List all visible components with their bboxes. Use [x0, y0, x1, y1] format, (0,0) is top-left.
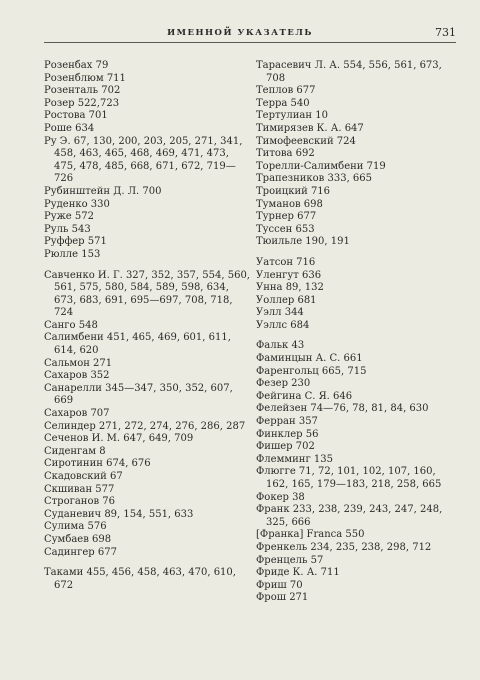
index-entry: Флемминг 135 [256, 453, 333, 465]
letter-group-gap [256, 249, 452, 257]
index-entry: Роше 634 [44, 122, 95, 134]
index-entry: Фриде К. А. 711 [256, 567, 340, 579]
index-entry: Ростова 701 [44, 110, 108, 122]
index-entry: Теплов 677 [256, 85, 316, 97]
index-entry: Рюлле 153 [44, 248, 101, 260]
index-entry: Сальмон 271 [44, 357, 113, 369]
index-entry: Сахаров 352 [44, 370, 110, 382]
index-entry: Розенталь 702 [44, 85, 121, 97]
header-rule [44, 42, 456, 43]
page-header [0, 18, 480, 44]
index-entry: Руденко 330 [44, 198, 110, 210]
index-column-right [256, 60, 452, 605]
index-entry: Уатсон 716 [256, 256, 316, 268]
index-entry: Тертулиан 10 [256, 110, 328, 122]
index-entry: Салимбени 451, 465, 469, 601, 611, 614, 620 [44, 332, 231, 357]
index-entry: Уоллер 681 [256, 294, 317, 306]
index-entry: Селиндер 271, 272, 274, 276, 286, 287 [44, 420, 246, 432]
index-entry: Скшиван 577 [44, 483, 115, 495]
index-entry: Суданевич 89, 154, 551, 633 [44, 508, 194, 520]
index-entry: Уэллс 684 [256, 319, 310, 331]
index-entry: Фаренгольц 665, 715 [256, 365, 367, 377]
index-entry: Трапезников 333, 665 [256, 173, 373, 185]
index-entry: Троицкий 716 [256, 185, 331, 197]
index-entry: Санарелли 345—347, 350, 352, 607, 669 [44, 382, 233, 407]
index-entry: Санго 548 [44, 319, 98, 331]
index-column-left [44, 60, 250, 592]
index-entry: Франк 233, 238, 239, 243, 247, 248, 325, 666 [256, 504, 443, 528]
index-entry: Руффер 571 [44, 236, 107, 248]
running-title: ИМЕННОЙ УКАЗАТЕЛЬ [167, 28, 313, 38]
index-entry: Розенбах 79 [44, 60, 109, 71]
index-entry: Терра 540 [256, 97, 310, 109]
index-entry: Розенблюм 711 [44, 72, 126, 84]
index-entry: Ферран 357 [256, 416, 318, 428]
index-entry: Тимирязев К. А. 647 [256, 122, 364, 134]
index-entry: Сахаров 707 [44, 408, 110, 420]
index-entry: Титова 692 [256, 148, 315, 160]
index-entry: Таками 455, 456, 458, 463, 470, 610, 672 [44, 567, 236, 591]
index-entry: Ру Э. 67, 130, 200, 203, 205, 271, 341, 458, 463, 465, 468, 469, 471, 473, 475, 478, 485, 668, 671, 672, 719—726 [44, 135, 243, 185]
index-entry: Туссен 653 [256, 223, 315, 235]
index-entry: Туманов 698 [256, 198, 323, 210]
index-entry: Унна 89, 132 [256, 282, 324, 294]
index-entry: Сеченов И. М. 647, 649, 709 [44, 433, 194, 445]
index-entry: Розер 522,723 [44, 97, 120, 109]
index-entry: Торелли-Салимбени 719 [256, 160, 386, 172]
index-entry: Фелейзен 74—76, 78, 81, 84, 630 [256, 403, 429, 415]
index-entry: Фаминцын А. С. 661 [256, 353, 363, 365]
letter-group-gap [44, 559, 250, 567]
index-entry: Тарасевич Л. А. 554, 556, 561, 673, 708 [256, 60, 442, 84]
index-entry: Савченко И. Г. 327, 352, 357, 554, 560, 561, 575, 580, 584, 589, 598, 634, 673, 683, 691, 695—697, 708, 718, 724 [44, 269, 250, 319]
index-entry: Френцель 57 [256, 554, 324, 566]
index-entry: Турнер 677 [256, 211, 317, 223]
letter-group-gap [256, 332, 452, 340]
index-entry: [Франка] Franca 550 [256, 529, 365, 541]
index-entry: Тимофеевский 724 [256, 135, 356, 147]
index-entry: Фрош 271 [256, 592, 309, 604]
index-entry: Скадовский 67 [44, 471, 123, 482]
index-entry: Рубинштейн Д. Л. 700 [44, 185, 162, 197]
index-entry: Руль 543 [44, 223, 91, 235]
index-entry: Сиденгам 8 [44, 445, 106, 457]
index-entry: Строганов 76 [44, 496, 116, 508]
index-entry: Садингер 677 [44, 546, 117, 558]
index-entry: Фальк 43 [256, 340, 305, 352]
index-entry: Уленгут 636 [256, 269, 322, 281]
index-entry: Фишер 702 [256, 441, 315, 453]
index-entry: Сумбаев 698 [44, 533, 112, 545]
index-entry: Тюильле 190, 191 [256, 236, 350, 248]
index-entry: Фокер 38 [256, 491, 305, 503]
letter-group-gap [44, 262, 250, 270]
index-entry: Финклер 56 [256, 428, 319, 440]
index-entry: Фезер 230 [256, 378, 311, 390]
index-entry: Руже 572 [44, 211, 94, 223]
index-entry: Фейгина С. Я. 646 [256, 390, 353, 402]
index-entry: Уэлл 344 [256, 307, 304, 319]
index-entry: Сулима 576 [44, 521, 107, 533]
index-entry: Флюгге 71, 72, 101, 102, 107, 160, 162, 165, 179—183, 218, 258, 665 [256, 466, 442, 490]
index-entry: Фриш 70 [256, 579, 303, 591]
index-entry: Сиротинин 674, 676 [44, 458, 151, 470]
index-entry: Френкель 234, 235, 238, 298, 712 [256, 541, 432, 553]
page-number: 731 [435, 26, 456, 39]
